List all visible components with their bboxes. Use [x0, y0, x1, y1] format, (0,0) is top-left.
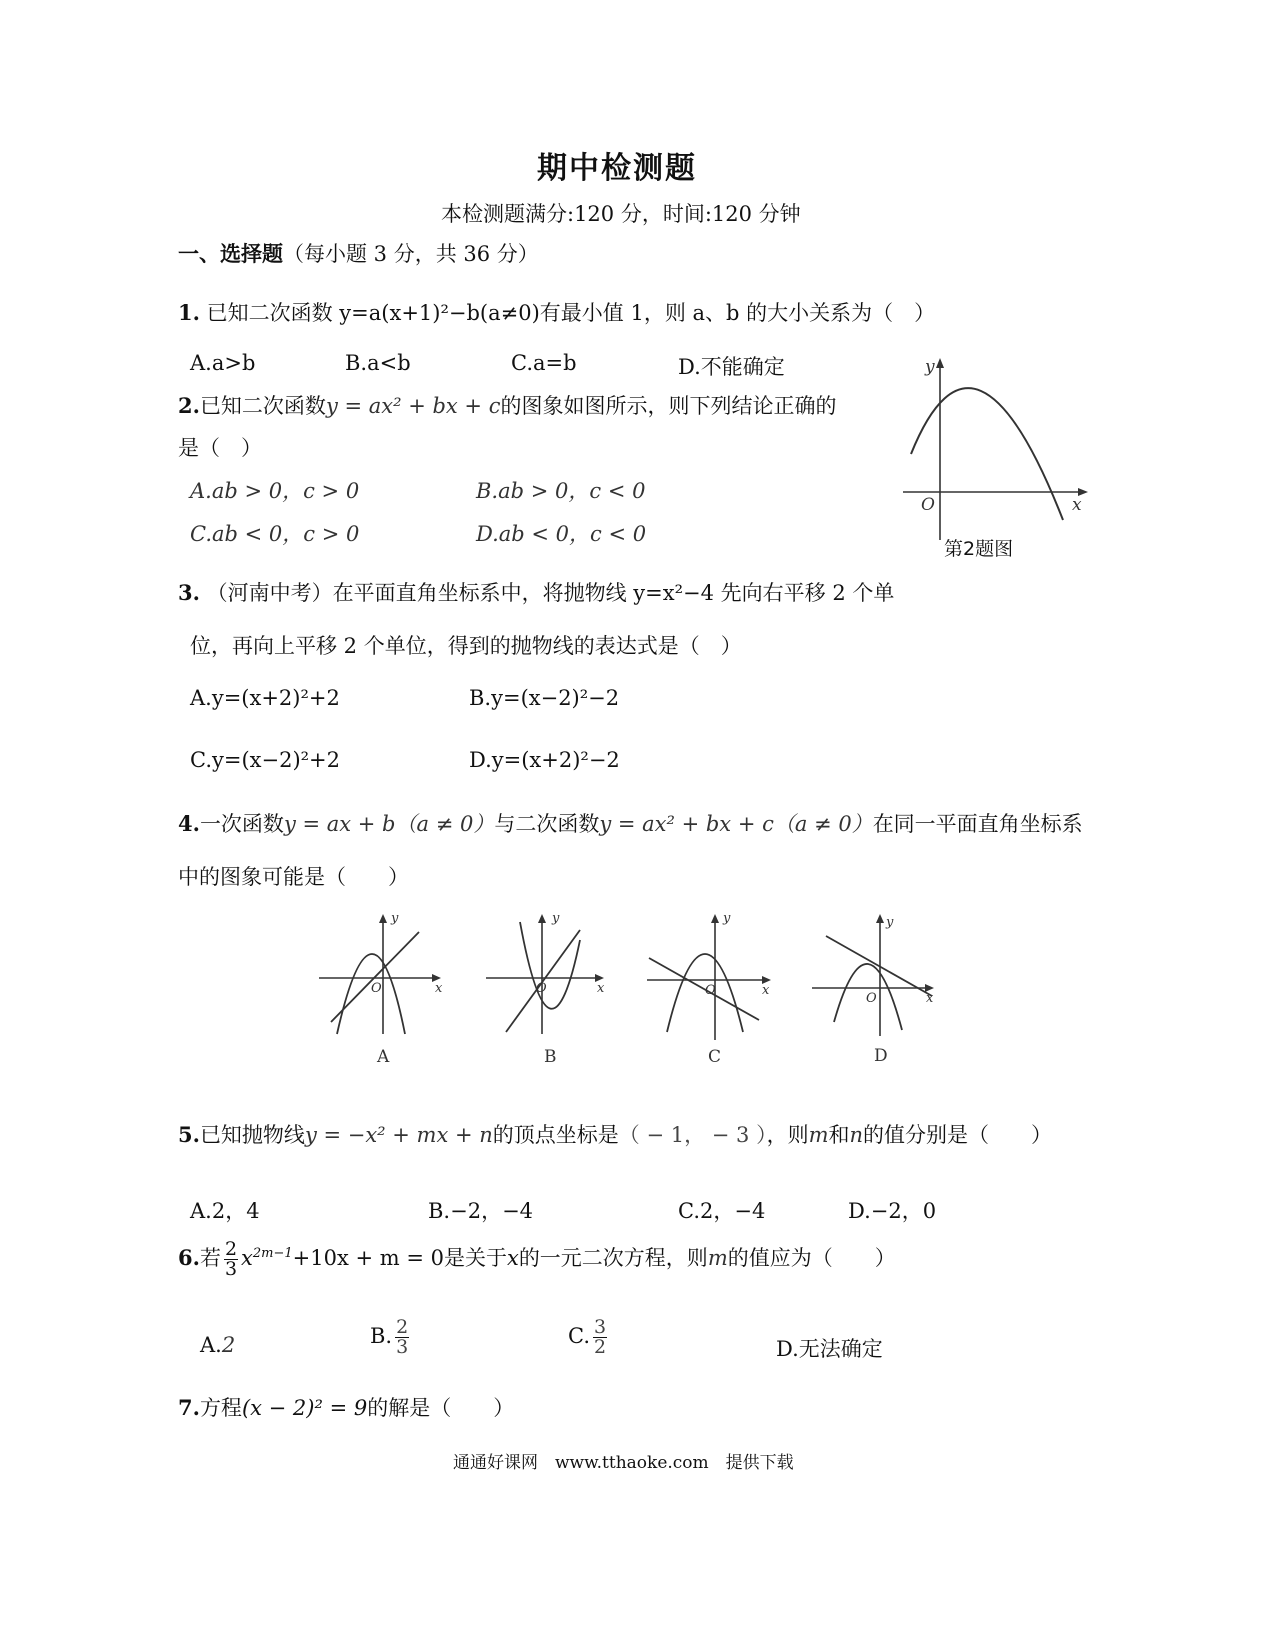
- svg-text:y: y: [886, 915, 894, 930]
- graph-label: A: [377, 1047, 390, 1067]
- option-value: 2: [221, 1333, 236, 1357]
- formula-linear: y = ax + b（a ≠ 0）: [283, 812, 495, 836]
- question-text-cont: ，则: [766, 1123, 809, 1147]
- fraction-numerator: 2: [396, 1316, 409, 1338]
- q6-option-d[interactable]: [776, 1333, 883, 1363]
- option-label: B.: [370, 1324, 393, 1348]
- q3-option-c[interactable]: C.y=(x−2)²+2: [190, 748, 341, 772]
- question-3-line2: 位，再向上平移 2 个单位，得到的抛物线的表达式是（ ）: [190, 634, 742, 658]
- vertex-coordinates: （ − 1， − 3 ）: [618, 1123, 767, 1147]
- question-text: 已知二次函数 y=a(x+1)²−b(a≠0)有最小值 1，则 a、b 的大小关系为（ ）: [206, 301, 936, 325]
- x-axis-label: x: [1072, 495, 1082, 515]
- fraction: [395, 1318, 409, 1357]
- option-label: A.: [200, 1333, 222, 1357]
- question-text-cont: 是关于: [443, 1246, 507, 1270]
- fraction-numerator: 3: [594, 1316, 607, 1338]
- q1-option-d[interactable]: D.不能确定: [678, 355, 785, 379]
- q3-option-b[interactable]: B.y=(x−2)²−2: [469, 686, 620, 710]
- y-axis-arrow-icon: [936, 358, 944, 368]
- var-x: x: [241, 1246, 253, 1270]
- q5-option-c[interactable]: C.2，−4: [678, 1199, 766, 1223]
- question-text-cont: 的解是（ ）: [367, 1396, 515, 1420]
- question-text: 方程: [199, 1396, 242, 1420]
- equation-rest: +10x + m = 0: [292, 1246, 444, 1270]
- question-text: 若: [199, 1246, 221, 1270]
- question-7: [178, 1392, 514, 1422]
- section-label: 一、选择题: [178, 241, 283, 266]
- question-text: （河南中考）在平面直角坐标系中，将抛物线 y=x²−4 先向右平移 2 个单: [206, 581, 895, 605]
- option-value: 无法确定: [798, 1337, 883, 1361]
- fraction-denominator: 3: [396, 1336, 409, 1358]
- q6-option-b[interactable]: [370, 1318, 412, 1357]
- formula-quadratic: y = ax² + bx + c（a ≠ 0）: [599, 812, 873, 836]
- var-m: m: [808, 1123, 829, 1147]
- svg-text:x: x: [926, 991, 934, 1006]
- svg-text:O: O: [536, 981, 547, 996]
- q2-figure: [895, 350, 1095, 550]
- var-m: m: [707, 1246, 728, 1270]
- svg-text:x: x: [435, 981, 443, 996]
- q1-option-b[interactable]: B.a<b: [345, 351, 411, 375]
- graph-label: D: [874, 1046, 888, 1066]
- q4-graph-a[interactable]: [315, 910, 455, 1070]
- question-2: [178, 390, 836, 420]
- question-2-line2: 是（ ）: [178, 436, 262, 460]
- q4-graph-b[interactable]: [482, 910, 622, 1070]
- q6-option-c[interactable]: [568, 1318, 610, 1357]
- question-3: [178, 577, 894, 607]
- question-text-cont: 在同一平面直角坐标系: [872, 812, 1083, 836]
- page-title: 期中检测题: [537, 151, 697, 186]
- formula: y = −x² + mx + n: [304, 1123, 493, 1147]
- q6-option-a[interactable]: [200, 1333, 235, 1357]
- option-label: C.: [568, 1324, 590, 1348]
- section-note: （每小题 3 分，共 36 分）: [283, 242, 539, 266]
- y-axis-label: y: [925, 357, 935, 377]
- svg-text:y: y: [391, 911, 399, 926]
- equation: (x − 2)² = 9: [241, 1396, 368, 1420]
- question-4: [178, 808, 1083, 838]
- formula: y = ax² + bx + c: [325, 394, 501, 418]
- svg-text:y: y: [723, 911, 731, 926]
- fraction-denominator: 2: [594, 1336, 607, 1358]
- graph-label: C: [708, 1047, 722, 1067]
- svg-text:O: O: [705, 983, 716, 998]
- q5-option-a[interactable]: A.2，4: [190, 1199, 260, 1223]
- question-4-line2: 中的图象可能是（ ）: [178, 865, 409, 889]
- question-text: 已知二次函数: [199, 394, 326, 418]
- q3-option-d[interactable]: D.y=(x+2)²−2: [469, 748, 620, 772]
- exponent: 2m−1: [252, 1246, 293, 1261]
- question-text: 已知抛物线: [199, 1123, 305, 1147]
- var-x: x: [506, 1246, 519, 1270]
- figure-caption: 第2题图: [944, 538, 1014, 560]
- q4-graph-d[interactable]: [810, 910, 950, 1070]
- q1-option-a[interactable]: A.a>b: [190, 351, 256, 375]
- graph-label: B: [544, 1047, 557, 1067]
- question-text-cont: 的一元二次方程，则: [518, 1246, 708, 1270]
- q5-option-b[interactable]: B.−2，−4: [428, 1199, 534, 1223]
- fraction: [593, 1318, 607, 1357]
- question-6: [178, 1240, 896, 1279]
- origin-label: O: [921, 495, 935, 515]
- question-text-cont: 的图象如图所示，则下列结论正确的: [500, 394, 837, 418]
- question-text-cont: 的值分别是（ ）: [863, 1123, 1053, 1147]
- question-text-cont: 的值应为（ ）: [727, 1246, 896, 1270]
- question-number: 3.: [178, 580, 200, 605]
- svg-text:O: O: [866, 991, 877, 1006]
- question-number: 4.: [178, 811, 200, 836]
- question-5: [178, 1119, 1052, 1149]
- q5-option-d[interactable]: D.−2，0: [848, 1199, 937, 1223]
- question-number: 7.: [178, 1395, 200, 1420]
- q1-option-c[interactable]: C.a=b: [511, 351, 577, 375]
- question-text-cont: 和: [828, 1123, 850, 1147]
- question-number: 2.: [178, 393, 200, 418]
- q3-option-a[interactable]: A.y=(x+2)²+2: [190, 686, 340, 710]
- question-text-cont: 的顶点坐标是: [492, 1123, 619, 1147]
- svg-text:O: O: [371, 981, 382, 996]
- svg-text:y: y: [552, 911, 560, 926]
- q2-option-b[interactable]: B.ab > 0，c < 0: [476, 479, 646, 503]
- footer-text: 通通好课网 www.tthaoke.com 提供下载: [453, 1453, 794, 1473]
- q2-option-a[interactable]: A.ab > 0，c > 0: [190, 479, 360, 503]
- var-n: n: [849, 1123, 864, 1147]
- fraction-denominator: 3: [224, 1258, 238, 1280]
- question-number: 5.: [178, 1122, 200, 1147]
- question-text-cont: 与二次函数: [494, 812, 600, 836]
- option-label: D.: [776, 1337, 799, 1361]
- section-heading: [178, 238, 539, 268]
- q2-option-d[interactable]: D.ab < 0，c < 0: [476, 522, 647, 546]
- page-subtitle: 本检测题满分:120 分，时间:120 分钟: [441, 202, 801, 226]
- fraction-numerator: 2: [224, 1238, 238, 1260]
- question-text: 一次函数: [199, 812, 284, 836]
- svg-text:x: x: [762, 983, 770, 998]
- svg-text:x: x: [597, 981, 605, 996]
- question-number: 1.: [178, 300, 200, 325]
- q2-option-c[interactable]: C.ab < 0，c > 0: [190, 522, 360, 546]
- question-1: [178, 297, 935, 327]
- fraction: [224, 1240, 238, 1279]
- question-number: 6.: [178, 1245, 200, 1270]
- q4-graph-c[interactable]: [645, 910, 785, 1070]
